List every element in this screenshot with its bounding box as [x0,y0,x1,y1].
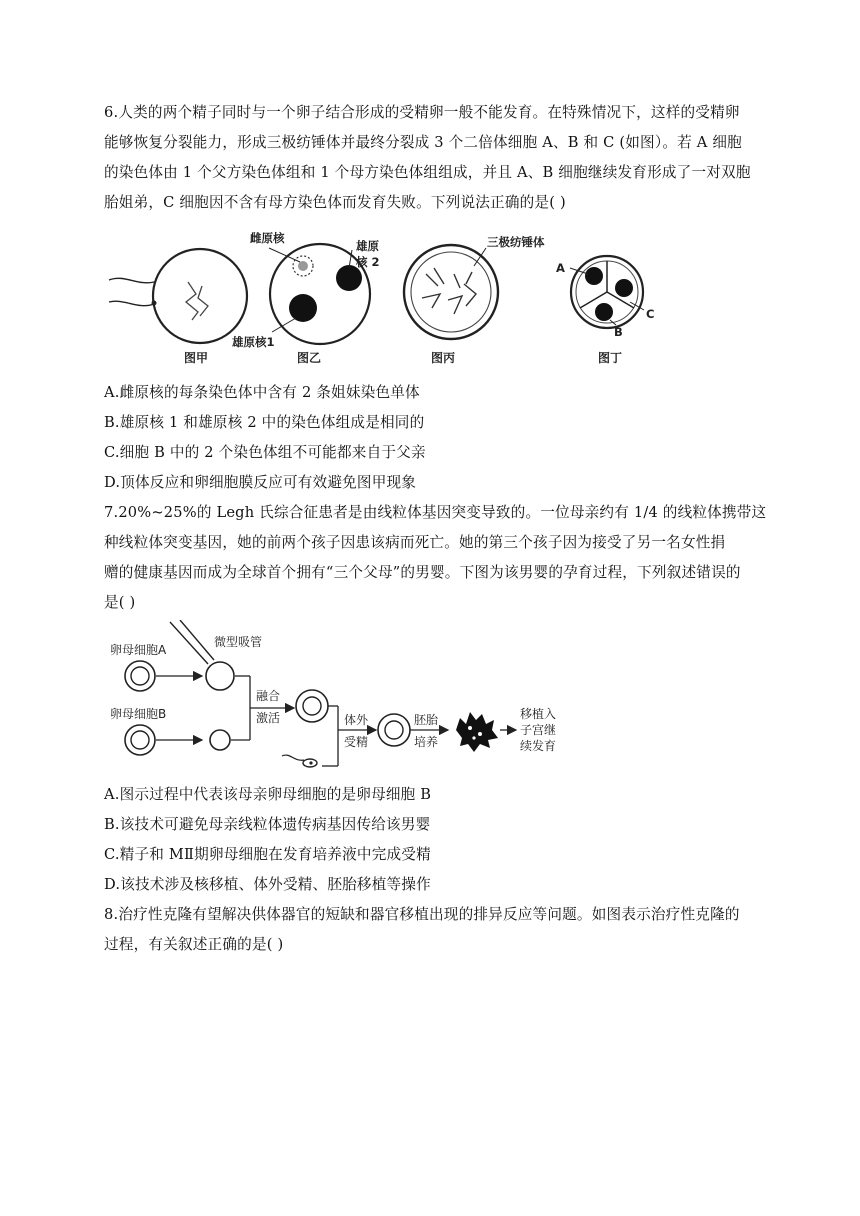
q7-stem-line-1: 7.20%~25%的 Legh 氏综合征患者是由线粒体基因突变导致的。一位母亲约有 1/4 的线粒体携带这 [104,504,767,521]
transfer-label-3: 续发育 [520,739,557,753]
q7-option-a: A.图示过程中代表该母亲卵母细胞的是卵母细胞 B [104,786,432,803]
figure-yi [232,231,380,365]
transfer-label-2: 子宫继 [520,723,557,737]
fusion-label-1: 融合 [256,689,281,703]
q6-option-b: B.雄原核 1 和雄原核 2 中的染色体组成是相同的 [104,414,425,431]
figure-caption-bing: 图丙 [431,351,456,365]
oocyte-b-label: 卵母细胞B [110,707,167,721]
q7-option-c: C.精子和 MⅡ期卵母细胞在发育培养液中完成受精 [104,846,431,863]
male-pronucleus-1-label: 雄原核1 [232,335,275,349]
q6-option-c: C.细胞 B 中的 2 个染色体组不可能都来自于父亲 [104,444,426,461]
figure-jia [109,249,247,365]
ivf-label-1: 体外 [344,713,369,727]
ivf-label-2: 受精 [344,735,369,749]
q8-stem-line-1: 8.治疗性克隆有望解决供体器官的短缺和器官移植出现的排异反应等问题。如图表示治疗性克隆的 [104,906,740,923]
q6-stem-line-1: 6.人类的两个精子同时与一个卵子结合形成的受精卵一般不能发育。在特殊情况下，这样的受精卵 [104,104,740,121]
figure-ding [556,256,654,365]
female-pronucleus-label: 雌原核 [250,231,285,245]
q6-option-a: A.雌原核的每条染色体中含有 2 条姐妹染色单体 [104,384,420,401]
q8-stem-line-2: 过程，有关叙述正确的是( ) [104,936,284,953]
q7-flow-figure [104,620,574,778]
cell-b-label: B [614,325,623,339]
fusion-label-2: 激活 [256,711,281,725]
q6-stem-line-2: 能够恢复分裂能力，形成三极纺锤体并最终分裂成 3 个二倍体细胞 A、B 和 C (如图）。若 A 细胞 [104,134,742,151]
q7-stem-line-4: 是( ) [104,594,136,611]
cell-a-label: A [556,261,565,275]
figure-caption-ding: 图丁 [598,351,623,365]
figure-bing [404,235,545,365]
q7-stem-line-2: 种线粒体突变基因，她的前两个孩子因患该病而死亡。她的第三个孩子因为接受了另一名女性捐 [104,534,726,551]
male-pronucleus-2-label-a: 雄原 [356,239,379,253]
q6-stem-line-4: 胎姐弟，C 细胞因不含有母方染色体而发育失败。下列说法正确的是( ) [104,194,566,211]
culture-label-1: 胚胎 [414,713,439,727]
tripolar-spindle-label: 三极纺锤体 [487,235,545,249]
q6-option-d: D.顶体反应和卵细胞膜反应可有效避免图甲现象 [104,474,417,491]
oocyte-a-label: 卵母细胞A [110,643,167,657]
q7-option-b: B.该技术可避免母亲线粒体遗传病基因传给该男婴 [104,816,431,833]
q6-stem-line-3: 的染色体由 1 个父方染色体组和 1 个母方染色体组组成，并且 A、B 细胞继续发育形成了一对双胞 [104,164,751,181]
q7-stem-line-3: 赠的健康基因而成为全球首个拥有“三个父母”的男婴。下图为该男婴的孕育过程，下列叙述错误的 [104,564,741,581]
q7-option-d: D.该技术涉及核移植、体外受精、胚胎移植等操作 [104,876,431,893]
pipette-label: 微型吸管 [214,635,263,649]
q6-figure [104,228,664,374]
cell-c-label: C [646,307,655,321]
culture-label-2: 培养 [414,735,439,749]
male-pronucleus-2-label-b: 核 2 [356,255,380,269]
figure-caption-yi: 图乙 [297,351,322,365]
transfer-label-1: 移植入 [520,707,557,721]
figure-caption-jia: 图甲 [184,351,209,365]
